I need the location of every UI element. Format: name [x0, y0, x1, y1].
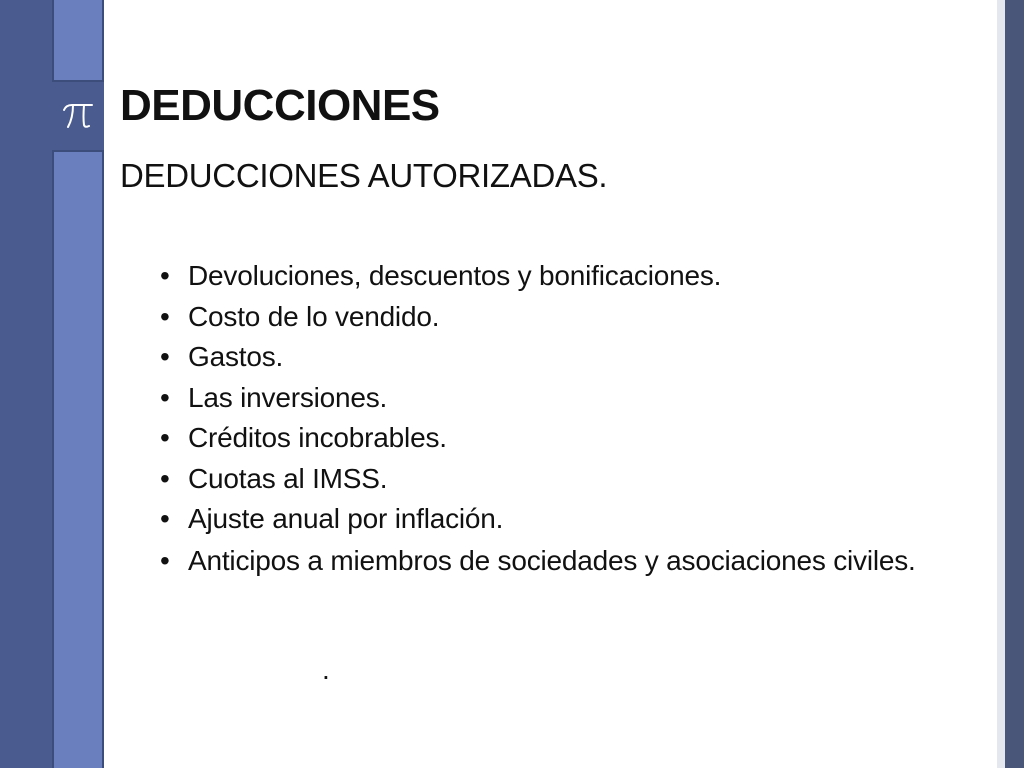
trailing-period: .	[322, 654, 330, 685]
right-accent-bar-light	[997, 0, 1005, 768]
list-item	[156, 337, 964, 378]
deductions-list	[156, 256, 964, 576]
list-item	[156, 297, 964, 338]
list-item	[156, 499, 964, 540]
list-item-text: Devoluciones, descuentos y bonificaciones.	[188, 260, 722, 291]
bullet-marker: •	[160, 341, 170, 372]
bullet-marker: •	[160, 503, 170, 534]
list-item	[156, 256, 964, 297]
list-item	[156, 378, 964, 419]
right-accent-bar-dark	[1005, 0, 1024, 768]
bullet-marker: •	[160, 300, 170, 332]
list-item-text: Créditos incobrables.	[188, 422, 447, 453]
slide-subtitle: DEDUCCIONES AUTORIZADAS.	[120, 157, 608, 194]
list-item	[156, 459, 964, 500]
slide-title: DEDUCCIONES	[120, 81, 440, 130]
list-item-text: Anticipos a miembros de sociedades y asociaciones civiles.	[188, 544, 916, 576]
list-item	[156, 545, 964, 576]
list-item	[156, 418, 964, 459]
pi-icon	[52, 80, 104, 152]
bullet-marker: •	[160, 462, 170, 494]
list-item-text: Gastos.	[188, 341, 284, 372]
bullet-marker: •	[160, 422, 170, 453]
pi-icon-glyph	[58, 96, 98, 136]
bullet-marker: •	[160, 260, 170, 291]
list-item-text: Costo de lo vendido.	[188, 300, 440, 332]
bullet-marker: •	[160, 544, 170, 576]
left-accent-bar-dark	[0, 0, 52, 768]
list-item-text: Ajuste anual por inflación.	[188, 503, 504, 534]
bullet-marker: •	[160, 381, 170, 413]
list-item-text: Cuotas al IMSS.	[188, 462, 388, 494]
list-item-text: Las inversiones.	[188, 381, 388, 413]
